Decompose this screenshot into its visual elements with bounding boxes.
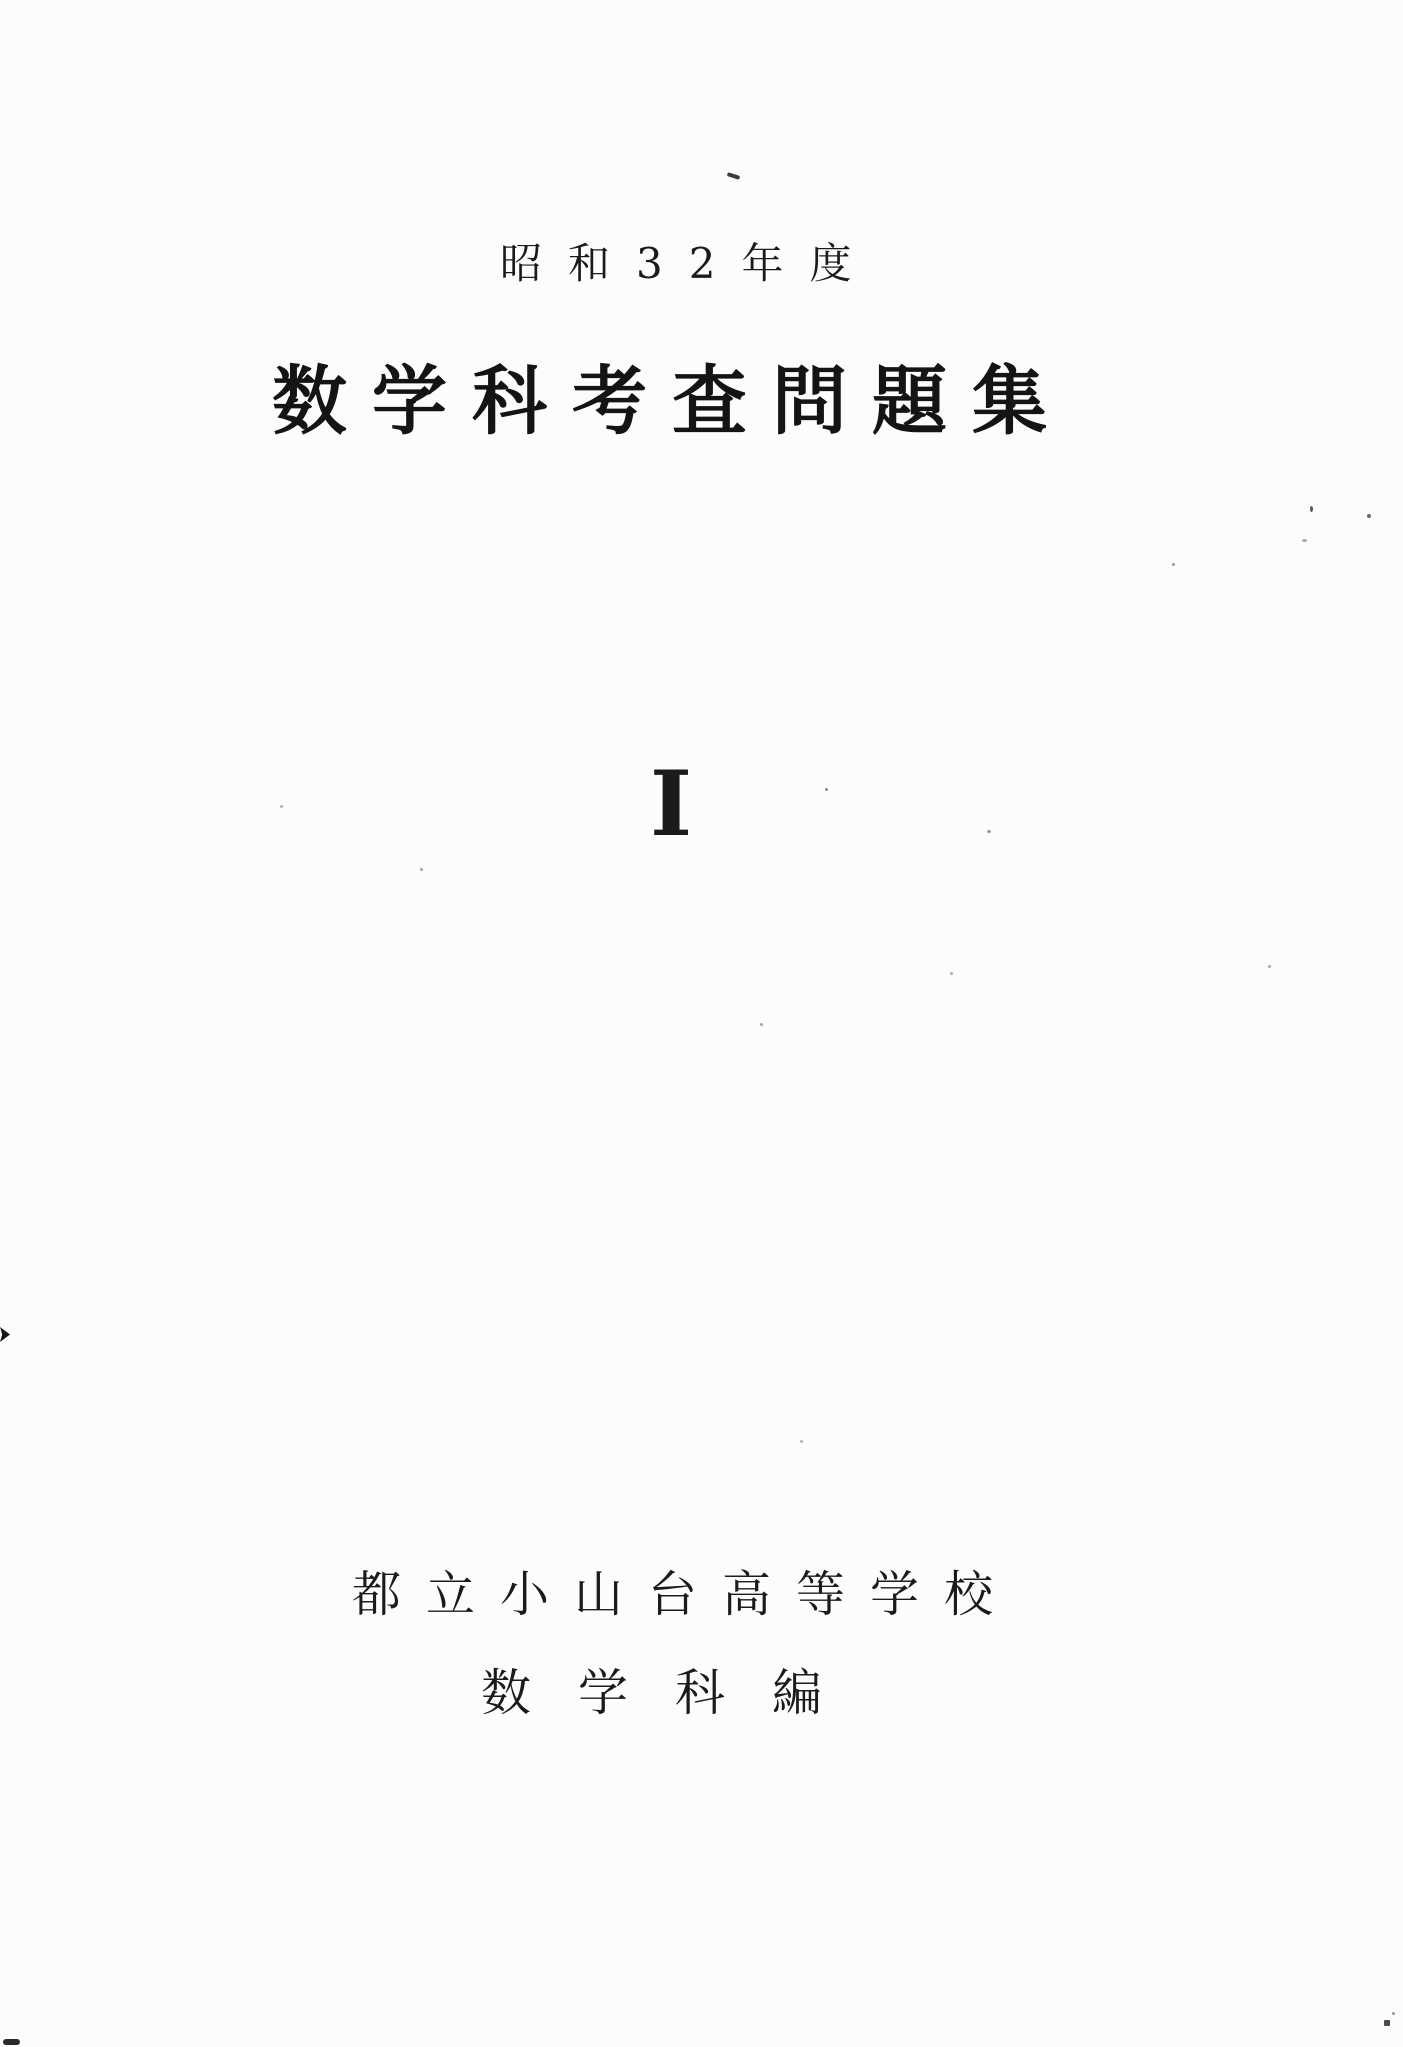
scan-speck <box>1367 514 1371 518</box>
scan-speck <box>1392 2012 1395 2015</box>
scan-speck <box>825 788 828 791</box>
scan-speck <box>987 830 991 833</box>
book-title: 数学科考査問題集 <box>272 357 1073 445</box>
scan-speck <box>800 1440 803 1443</box>
volume-numeral: I <box>650 751 693 857</box>
scan-speck <box>1310 506 1313 512</box>
scan-speck <box>727 172 741 180</box>
page-edge-mark <box>0 1327 10 1342</box>
page-corner-mark <box>3 2039 20 2045</box>
year-line: 昭和32年度 <box>500 239 878 288</box>
scan-speck <box>1302 539 1307 542</box>
editor-credit: 数学科編 <box>481 1664 869 1722</box>
scan-speck <box>1384 2020 1390 2026</box>
scan-speck <box>1172 563 1175 566</box>
scan-speck <box>760 1023 763 1026</box>
school-name: 都立小山台高等学校 <box>352 1566 1019 1623</box>
scan-speck <box>420 868 423 871</box>
scan-speck <box>950 972 953 975</box>
scan-speck <box>280 805 283 808</box>
scan-speck <box>1268 965 1271 968</box>
